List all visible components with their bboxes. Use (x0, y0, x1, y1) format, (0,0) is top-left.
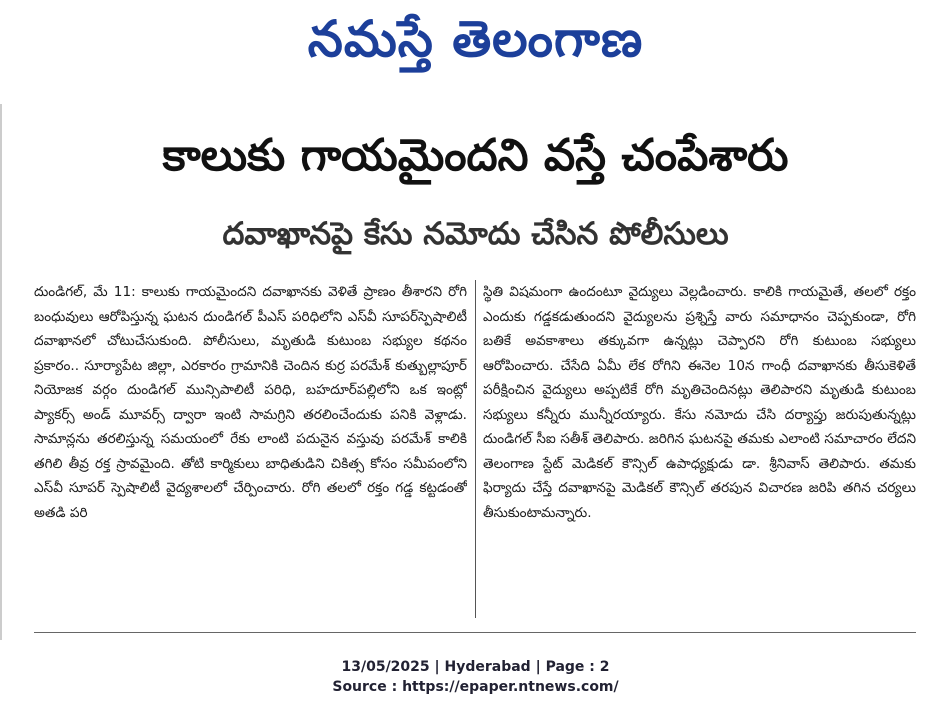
article-headline: కాలుకు గాయమైందని వస్తే చంపేశారు (162, 130, 789, 181)
article-subheadline: దవాఖానపై కేసు నమోదు చేసిన పోలీసులు (222, 216, 729, 252)
article-column-right: స్థితి విషమంగా ఉందంటూ వైద్యులు వెల్లడించారు. కాలికి గాయమైతే, తలలో రక్తం ఎందుకు గడ్డకడుతుందని వైద్యులను ప్రశ్నిస్తే వారు సమాధానం చెప్పకుండా, రోగి బతికే అవకాశాలు తక్కువగా ఉన్నట్లు చెప్పారని రోగి కుటుంబ సభ్యులు ఆరోపించారు. చేసేది ఏమీ లేక రోగిని ఈనెల 10న గాంధీ దవాఖానకు తీసుకెళితే పరీక్షించిన వైద్యులు అప్పటికే రోగి మృతిచెందినట్లు తెలిపారని మృతుడి కుటుంబ సభ్యులు కన్నీరు మున్నీరయ్యారు. కేసు నమోదు చేసి దర్యాప్తు జరుపుతున్నట్లు దుండిగల్ సీఐ సతీశ్ తెలిపారు. జరిగిన ఘటనపై తమకు ఎలాంటి సమాచారం లేదని తెలంగాణ స్టేట్ మెడికల్ కౌన్సిల్ ఉపాధ్యక్షుడు డా. శ్రీనివాస్ తెలిపారు. తమకు ఫిర్యాదు చేస్తే దవాఖానపై మెడికల్ కౌన్సిల్ తరపున విచారణ జరిపి తగిన చర్యలు తీసుకుంటామన్నారు. (483, 284, 916, 521)
article-clipping (0, 104, 951, 640)
article-body (34, 280, 916, 618)
column-divider (475, 280, 476, 618)
source-link[interactable]: Source : https://epaper.ntnews.com/ (332, 679, 619, 695)
edition-info: 13/05/2025 | Hyderabad | Page : 2 (341, 659, 610, 675)
article-column-left: దుండిగల్, మే 11: కాలుకు గాయమైందని దవాఖానకు వెళితే ప్రాణం తీశారని రోగి బంధువులు ఆరోపిస్తున్న ఘటన దుండిగల్ పీఎస్ పరిధిలోని ఎస్‌వీ సూపర్‌స్పెషాలిటీ దవాఖానలో చోటుచేసుకుంది. పోలీసులు, మృతుడి కుటుంబ సభ్యుల కథనం ప్రకారం.. సూర్యాపేట జిల్లా, ఎరకారం గ్రామానికి చెందిన కుర్ర పరమేశ్ కుత్బుల్లాపూర్ నియోజక వర్గం దుండిగల్ మున్సిపాలిటీ పరిధి, బహదూర్‌పల్లిలోని ఒక ఇంట్లో ప్యాకర్స్ అండ్ మూవర్స్ ద్వారా ఇంటి సామగ్రిని తరలించేందుకు పనికి వెళ్లాడు. సామాన్లను తరలిస్తున్న సమయంలో రేకు లాంటి పదునైన వస్తువు పరమేశ్ కాలికి తగిలి తీవ్ర రక్త స్రావమైంది. తోటి కార్మికులు బాధితుడిని చికిత్స కోసం సమీపంలోని ఎస్‌వీ సూపర్ స్పెషాలిటీ వైద్యశాలలో చేర్పించారు. రోగి తలలో రక్తం గడ్డ కట్టడంతో అతడి పరి (34, 284, 467, 521)
masthead (0, 4, 951, 82)
bottom-rule (34, 632, 916, 633)
newspaper-logo: నమస్తే తెలంగాణ (307, 10, 644, 68)
page-footer (0, 657, 951, 697)
